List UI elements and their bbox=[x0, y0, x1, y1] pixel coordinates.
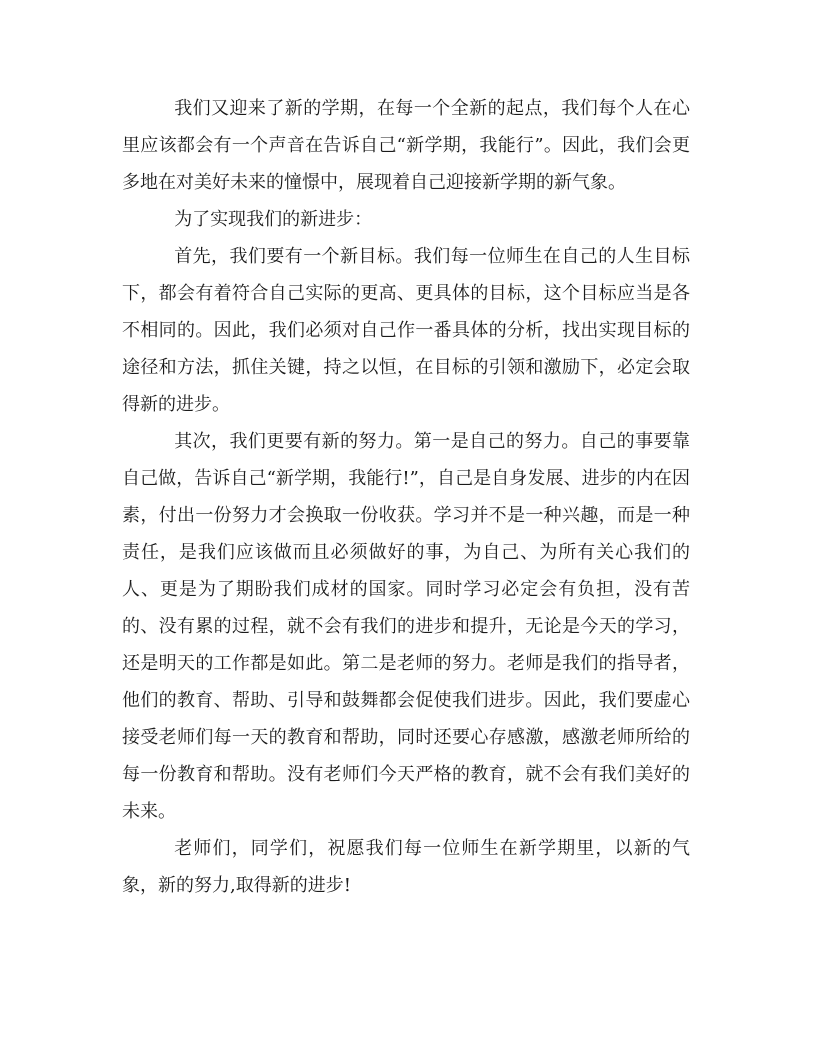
paragraph-closing-wish: 老师们，同学们，祝愿我们每一位师生在新学期里，以新的气象，新的努力,取得新的进步! bbox=[122, 838, 690, 896]
paragraph-first-goal: 首先，我们要有一个新目标。我们每一位师生在自己的人生目标下，都会有着符合自己实际的更高、更具体的目标，这个目标应当是各不相同的。因此，我们必须对自己作一番具体的分析，找出实现目标的途径和方法，抓住关键，持之以恒，在目标的引领和激励下，必定会取得新的进步。 bbox=[122, 246, 690, 415]
paragraph-second-effort: 其次，我们更要有新的努力。第一是自己的努力。自己的事要靠自己做，告诉自己“新学期，我能行!”，自己是自身发展、进步的内在因素，付出一份努力才会换取一份收获。学习并不是一种兴趣，而是一种责任，是我们应该做而且必须做好的事，为自己、为所有关心我们的人、更是为了期盼我们成材的国家。同时学习必定会有负担，没有苦的、没有累的过程，就不会有我们的进步和提升，无论是今天的学习，还是明天的工作都是如此。第二是老师的努力。老师是我们的指导者，他们的教育、帮助、引导和鼓舞都会促使我们进步。因此，我们要虚心接受老师们每一天的教育和帮助，同时还要心存感激，感激老师所给的每一份教育和帮助。没有老师们今天严格的教育，就不会有我们美好的未来。 bbox=[122, 431, 690, 822]
paragraph-progress-heading: 为了实现我们的新进步： bbox=[174, 209, 373, 230]
paragraph-intro: 我们又迎来了新的学期，在每一个全新的起点，我们每个人在心里应该都会有一个声音在告诉自己“新学期，我能行”。因此，我们会更多地在对美好未来的憧憬中，展现着自己迎接新学期的新气象。 bbox=[122, 98, 690, 193]
